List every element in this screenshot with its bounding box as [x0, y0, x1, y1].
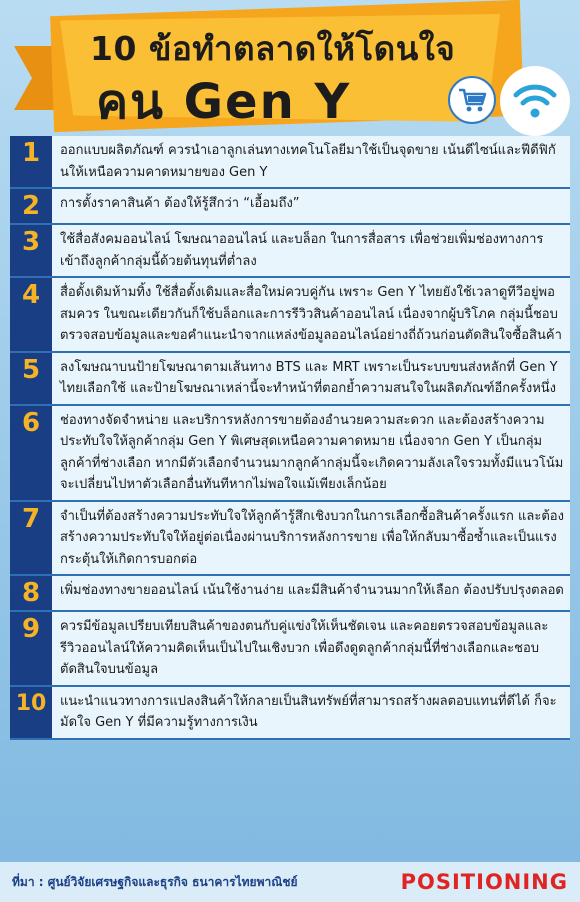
footer — [0, 862, 580, 902]
item-number: 9 — [21, 614, 41, 644]
item-number-cell — [10, 406, 52, 500]
item-number: 1 — [21, 138, 41, 168]
item-text: การตั้งราคาสินค้า ต้องให้รู้สึกว่า “เอื้อมถึง” — [52, 189, 570, 223]
list-item — [10, 189, 570, 225]
brand-logo: POSITIONING — [400, 870, 568, 894]
list-item — [10, 406, 570, 502]
shopping-cart-icon — [448, 76, 496, 124]
tips-list — [10, 136, 570, 740]
list-item — [10, 576, 570, 612]
list-item — [10, 136, 570, 189]
item-number-cell — [10, 225, 52, 276]
item-number: 5 — [21, 354, 41, 385]
page-title-line1: 10 ข้อทำตลาดให้โดนใจ — [90, 29, 456, 68]
list-item — [10, 612, 570, 687]
item-text: แนะนำแนวทางการแปลงสินค้าให้กลายเป็นสินทรัพย์ที่สามารถสร้างผลตอบแทนที่ดีได้ ก็จะมัดใจ Gen Y ที่มีความรู้ทางการเงิน — [52, 687, 570, 738]
item-number: 8 — [21, 578, 41, 608]
list-item — [10, 278, 570, 353]
header — [0, 0, 580, 132]
item-number: 4 — [21, 280, 41, 310]
item-text: สื่อดั้งเดิมห้ามทิ้ง ใช้สื่อดั้งเดิมและสื่อใหม่ควบคู่กัน เพราะ Gen Y ไทยยังใช้เวลาดูทีวีอยู่พอสมควร ในขณะเดียวกันก็ใช้บล็อกและการรีวิวสินค้าออนไลน์ เนื่องจากผู้บริโภค กลุ่มนี้ชอบตรวจสอบข้อมูลและขอคำแนะนำจากแหล่งข้อมูลออนไลน์อย่างถี่ถ้วนก่อนตัดสินใจซื้อสินค้า — [52, 278, 570, 351]
source-credit: ที่มา : ศูนย์วิจัยเศรษฐกิจและธุรกิจ ธนาคารไทยพาณิชย์ — [12, 874, 298, 889]
item-text: จำเป็นที่ต้องสร้างความประทับใจให้ลูกค้ารู้สึกเชิงบวกในการเลือกซื้อสินค้าครั้งแรก และต้องสร้างความประทับใจให้อยู่ต่อเนื่องผ่านบริการหลังการขาย เพื่อให้กลับมาซื้อซ้ำและเป็นแรงกระตุ้นให้เกิดการบอกต่อ — [52, 502, 570, 575]
wifi-icon — [500, 66, 570, 136]
item-number: 6 — [21, 407, 41, 438]
item-number: 3 — [21, 227, 41, 257]
list-item — [10, 353, 570, 406]
list-item — [10, 687, 570, 740]
item-number-cell — [10, 612, 52, 685]
item-text: ควรมีข้อมูลเปรียบเทียบสินค้าของตนกับคู่แข่งให้เห็นชัดเจน และคอยตรวจสอบข้อมูลและรีวิวออนไลน์ให้ความคิดเห็นเป็นไปในเชิงบวก เพื่อดึงดูดลูกค้ากลุ่มนี้ที่ช่างเลือกและชอบตัดสินใจบนข้อมูล — [52, 612, 570, 685]
item-text: ใช้สื่อสังคมออนไลน์ โฆษณาออนไลน์ และบล็อก ในการสื่อสาร เพื่อช่วยเพิ่มช่องทางการเข้าถึงลูกค้ากลุ่มนี้ด้วยต้นทุนที่ต่ำลง — [52, 225, 570, 276]
item-number: 7 — [21, 503, 41, 534]
item-number-cell — [10, 502, 52, 575]
item-number-cell — [10, 687, 52, 738]
page-title-line2: คน Gen Y — [96, 74, 352, 130]
item-number-cell — [10, 136, 52, 187]
item-number-cell — [10, 353, 52, 404]
item-text: ออกแบบผลิตภัณฑ์ ควรนำเอาลูกเล่นทางเทคโนโลยีมาใช้เป็นจุดขาย เน้นดีไซน์และฟีดีฟิกันให้เหนือความคาดหมายของ Gen Y — [52, 136, 570, 187]
item-number-cell — [10, 189, 52, 223]
item-number-cell — [10, 278, 52, 351]
list-item — [10, 502, 570, 577]
item-number: 2 — [21, 191, 41, 221]
item-text: ช่องทางจัดจำหน่าย และบริการหลังการขายต้องอำนวยความสะดวก และต้องสร้างความประทับใจให้ลูกค้ากลุ่ม Gen Y พิเศษสุดเหนือความคาดหมาย เนื่องจาก Gen Y เป็นกลุ่มลูกค้าที่ช่างเลือก หากมีตัวเลือกจำนวนมากลูกค้ากลุ่มนี้จะเกิดความลังเลใจรวมทั้งมีแนวโน้มจะเปลี่ยนไปหาตัวเลือกอื่นทันทีหากไม่พอใจแม้เพียงเล็กน้อย — [52, 406, 570, 500]
item-text: เพิ่มช่องทางขายออนไลน์ เน้นใช้งานง่าย และมีสินค้าจำนวนมากให้เลือก ต้องปรับปรุงตลอด — [52, 576, 570, 610]
item-number-cell — [10, 576, 52, 610]
item-text: ลงโฆษณาบนป้ายโฆษณาตามเส้นทาง BTS และ MRT เพราะเป็นระบบขนส่งหลักที่ Gen Y ไทยเลือกใช้ และป้ายโฆษณาเหล่านี้จะทำหน้าที่ตอกย้ำความสนใจในผลิตภัณฑ์อีกครั้งหนึ่ง — [52, 353, 570, 404]
list-item — [10, 225, 570, 278]
item-number: 10 — [15, 690, 47, 716]
